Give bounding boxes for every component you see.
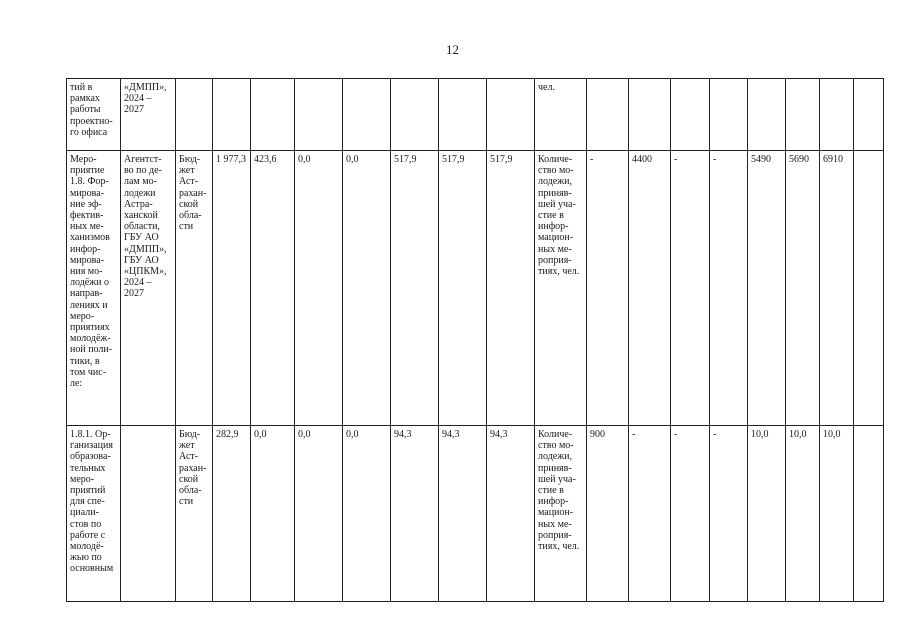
target-2024-value: - <box>632 429 636 440</box>
total-value: 1 977,3 <box>216 154 246 165</box>
event-name-text: Меро- приятие 1.8. Фор- мирова- ние эф- фектив- ных ме- ханизмов инфор- мирова- ния мо- лодёжи о направ- лениях и меро- приятиях молодёж- ной поли- тики, в том чис- ле: <box>70 154 113 390</box>
event-name-cell <box>67 151 121 426</box>
executor-text: «ДМПП», 2024 – 2027 <box>124 82 167 116</box>
total-value: 282,9 <box>216 429 239 440</box>
target-2026-value: - <box>713 429 717 440</box>
table-row <box>67 151 884 426</box>
year-2025-cell <box>295 79 343 151</box>
executor-cell <box>121 426 176 602</box>
target-2028-value: 5690 <box>789 154 809 165</box>
base-value-cell <box>587 426 629 602</box>
year-2029-value: 517,9 <box>490 154 513 165</box>
year-2027-cell <box>391 426 439 602</box>
target-2026-cell <box>710 79 748 151</box>
year-2027-value: 517,9 <box>394 154 417 165</box>
year-2024-cell <box>251 79 295 151</box>
indicator-text: чел. <box>538 82 555 93</box>
target-2026-cell <box>710 151 748 426</box>
funding-source-cell <box>176 151 213 426</box>
base-value-cell <box>587 151 629 426</box>
table-row <box>67 426 884 602</box>
total-cell <box>213 426 251 602</box>
year-2026-value: 0,0 <box>346 154 359 165</box>
year-2027-cell <box>391 79 439 151</box>
page-number: 12 <box>446 42 459 57</box>
year-2028-cell <box>439 79 487 151</box>
target-2027-cell <box>748 426 786 602</box>
program-table <box>66 78 884 602</box>
target-2027-value: 5490 <box>751 154 771 165</box>
year-2029-cell <box>487 79 535 151</box>
target-2030-cell <box>854 151 884 426</box>
target-2025-cell <box>671 151 710 426</box>
target-2028-cell <box>786 79 820 151</box>
target-2024-cell <box>629 151 671 426</box>
table-row <box>67 79 884 151</box>
target-2029-cell <box>820 151 854 426</box>
event-name-cell <box>67 79 121 151</box>
base-value-cell <box>587 79 629 151</box>
total-cell <box>213 79 251 151</box>
target-2025-cell <box>671 426 710 602</box>
event-name-text: тий в рамках работы проектно- го офиса <box>70 82 113 138</box>
year-2028-cell <box>439 151 487 426</box>
indicator-cell <box>535 79 587 151</box>
year-2025-value: 0,0 <box>298 154 311 165</box>
year-2024-value: 0,0 <box>254 429 267 440</box>
year-2028-value: 517,9 <box>442 154 465 165</box>
year-2026-cell <box>343 151 391 426</box>
indicator-cell <box>535 151 587 426</box>
year-2029-cell <box>487 151 535 426</box>
target-2026-value: - <box>713 154 717 165</box>
indicator-cell <box>535 426 587 602</box>
base-value: - <box>590 154 594 165</box>
target-2030-cell <box>854 79 884 151</box>
target-2028-cell <box>786 151 820 426</box>
executor-cell <box>121 79 176 151</box>
executor-text: Агентст- во по де- лам мо- лодежи Астра- ханской области, ГБУ АО «ДМПП», ГБУ АО «ЦПКМ», 2024 – 2027 <box>124 154 167 300</box>
year-2025-cell <box>295 151 343 426</box>
target-2025-value: - <box>674 429 678 440</box>
target-2025-cell <box>671 79 710 151</box>
target-2028-cell <box>786 426 820 602</box>
indicator-text: Количе- ство мо- лодежи, приняв- шей уча- стие в инфор- мацион- ных ме- роприя- тиях, чел. <box>538 429 580 553</box>
year-2026-value: 0,0 <box>346 429 359 440</box>
year-2029-value: 94,3 <box>490 429 508 440</box>
target-2029-value: 10,0 <box>823 429 841 440</box>
target-2027-value: 10,0 <box>751 429 769 440</box>
funding-source-text: Бюд- жет Аст- рахан- ской обла- сти <box>179 429 207 508</box>
year-2026-cell <box>343 79 391 151</box>
year-2027-value: 94,3 <box>394 429 412 440</box>
target-2027-cell <box>748 151 786 426</box>
funding-source-cell <box>176 79 213 151</box>
base-value: 900 <box>590 429 605 440</box>
target-2025-value: - <box>674 154 678 165</box>
year-2028-value: 94,3 <box>442 429 460 440</box>
year-2024-value: 423,6 <box>254 154 277 165</box>
year-2029-cell <box>487 426 535 602</box>
year-2025-cell <box>295 426 343 602</box>
target-2024-cell <box>629 79 671 151</box>
year-2024-cell <box>251 426 295 602</box>
year-2024-cell <box>251 151 295 426</box>
target-2024-cell <box>629 426 671 602</box>
target-2029-cell <box>820 426 854 602</box>
funding-source-cell <box>176 426 213 602</box>
event-name-text: 1.8.1. Ор- ганизация образова- тельных меро- приятий для спе- циали- стов по работе с молодё- жью по основным <box>70 429 114 575</box>
funding-source-text: Бюд- жет Аст- рахан- ской обла- сти <box>179 154 207 233</box>
total-cell <box>213 151 251 426</box>
target-2026-cell <box>710 426 748 602</box>
event-name-cell <box>67 426 121 602</box>
year-2025-value: 0,0 <box>298 429 311 440</box>
executor-cell <box>121 151 176 426</box>
target-2029-cell <box>820 79 854 151</box>
target-2027-cell <box>748 79 786 151</box>
target-2029-value: 6910 <box>823 154 843 165</box>
year-2026-cell <box>343 426 391 602</box>
target-2028-value: 10,0 <box>789 429 807 440</box>
year-2028-cell <box>439 426 487 602</box>
year-2027-cell <box>391 151 439 426</box>
indicator-text: Количе- ство мо- лодежи, приняв- шей уча- стие в инфор- мацион- ных ме- роприя- тиях, чел. <box>538 154 580 278</box>
target-2030-cell <box>854 426 884 602</box>
target-2024-value: 4400 <box>632 154 652 165</box>
